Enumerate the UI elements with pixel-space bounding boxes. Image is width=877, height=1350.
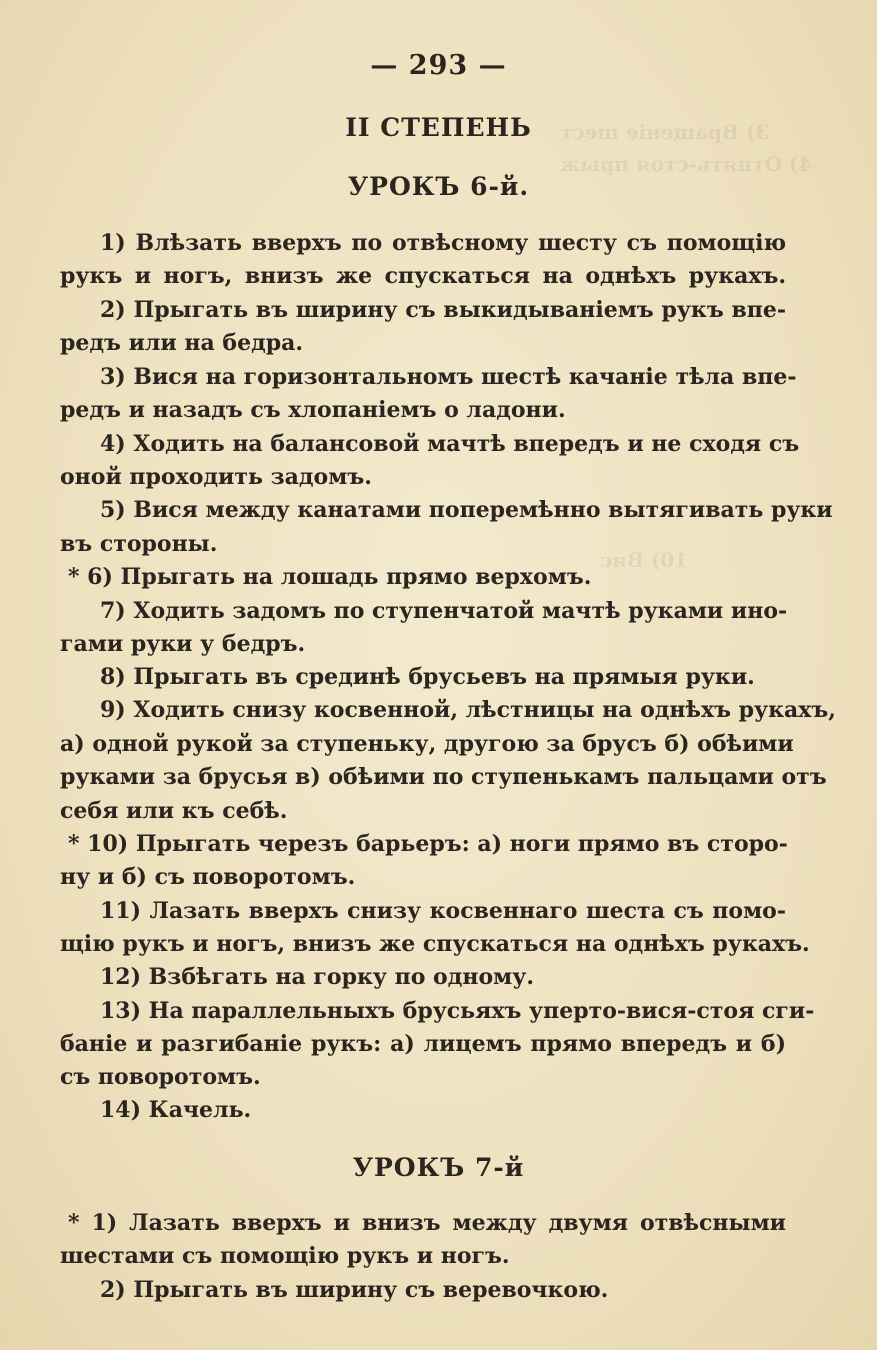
lesson-6-line: въ стороны.: [60, 531, 218, 557]
lesson-7-title: УРОКЪ 7-й: [352, 1153, 525, 1182]
lesson-6-line: 3) Вися на горизонтальномъ шестѣ качаніе тѣла впе-: [100, 364, 797, 390]
lesson-6-line: * 6) Прыгать на лошадь прямо верхомъ.: [68, 564, 592, 590]
lesson-7-line: * 1) Лазать вверхъ и внизъ между двумя отвѣсными: [68, 1210, 786, 1236]
lesson-6-line: 9) Ходить снизу косвенной, лѣстницы на однѣхъ рукахъ,: [100, 697, 836, 723]
lesson-6-line: щію рукъ и ногъ, внизъ же спускаться на однѣхъ рукахъ.: [60, 931, 810, 957]
lesson-6-line: 4) Ходить на балансовой мачтѣ впередъ и не сходя съ: [100, 431, 800, 457]
lesson-6-line: 13) На параллельныхъ брусьяхъ уперто-вися-стоя сги-: [100, 998, 815, 1024]
lesson-6-line: гами руки у бедръ.: [60, 631, 306, 657]
lesson-6-line: 11) Лазать вверхъ снизу косвеннаго шеста съ помо-: [100, 898, 786, 924]
lesson-6-line: оной проходить задомъ.: [60, 464, 372, 490]
page-number: — 293 —: [370, 50, 507, 81]
lesson-6-line: 5) Вися между канатами поперемѣнно вытягивать руки: [100, 497, 833, 523]
lesson-6-line: съ поворотомъ.: [60, 1064, 261, 1090]
lesson-7-line: 2) Прыгать въ ширину съ веревочкою.: [100, 1277, 609, 1303]
lesson-6-line: а) одной рукой за ступеньку, другою за брусъ б) обѣими: [60, 731, 794, 757]
lesson-6-line: 1) Влѣзать вверхъ по отвѣсному шесту съ помощію: [100, 230, 786, 256]
lesson-6-line: баніе и разгибаніе рукъ: а) лицемъ прямо впередъ и б): [60, 1031, 786, 1057]
lesson-7-line: шестами съ помощію рукъ и ногъ.: [60, 1243, 510, 1269]
lesson-6-line: 14) Качель.: [100, 1097, 252, 1123]
bleed-through-text: 3) Вращеніе шест: [560, 120, 770, 144]
lesson-6-line: 12) Взбѣгать на горку по одному.: [100, 964, 535, 990]
lesson-6-line: ну и б) съ поворотомъ.: [60, 864, 356, 890]
lesson-6-line: редъ или на бедра.: [60, 330, 304, 356]
lesson-6-line: руками за брусья в) обѣими по ступенькамъ пальцами отъ: [60, 764, 827, 790]
bleed-through-text: 10) Вис: [600, 548, 689, 572]
lesson-6-line: рукъ и ногъ, внизъ же спускаться на однѣхъ рукахъ.: [60, 263, 786, 289]
lesson-6-line: 7) Ходить задомъ по ступенчатой мачтѣ руками ино-: [100, 598, 788, 624]
section-title: II СТЕПЕНЬ: [345, 113, 532, 142]
lesson-6-line: 2) Прыгать въ ширину съ выкидываніемъ рукъ впе-: [100, 297, 786, 323]
lesson-6-line: редъ и назадъ съ хлопаніемъ о ладони.: [60, 397, 566, 423]
lesson-6-line: * 10) Прыгать черезъ барьеръ: а) ноги прямо въ сторо-: [68, 831, 788, 857]
lesson-6-line: 8) Прыгать въ срединѣ брусьевъ на прямыя руки.: [100, 664, 755, 690]
bleed-through-text: 4) Отнять-стоя прыж: [560, 152, 813, 176]
lesson-6-line: себя или къ себѣ.: [60, 798, 288, 824]
lesson-6-title: УРОКЪ 6-й.: [347, 172, 530, 201]
